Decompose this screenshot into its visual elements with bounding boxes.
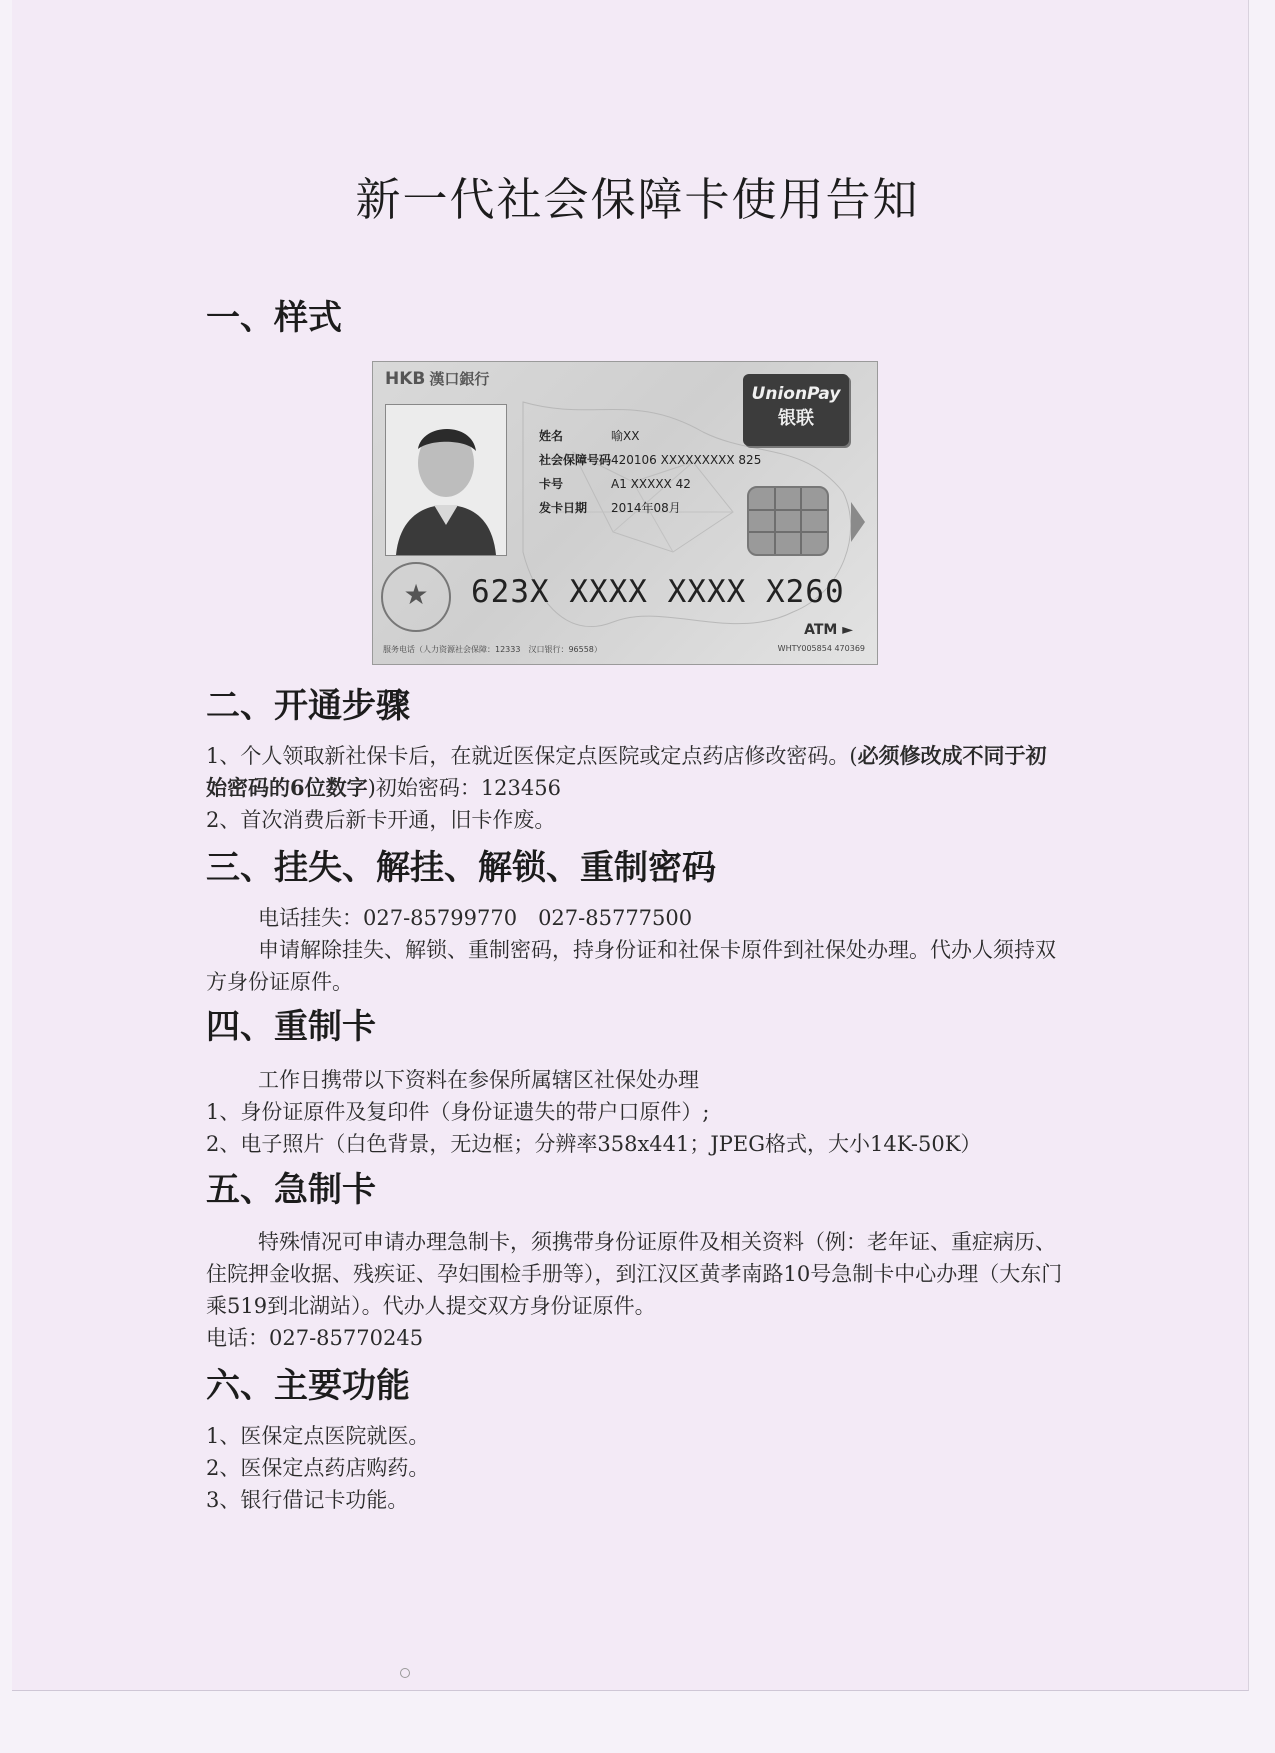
section-activation-heading: 二、开通步骤	[206, 686, 410, 726]
cardholder-photo	[385, 404, 507, 556]
chip-icon	[747, 486, 829, 556]
atm-label: ATM ►	[804, 622, 853, 638]
social-security-card-image	[372, 361, 878, 665]
report-loss-phone: 电话挂失：027-85799770 027-85777500	[258, 906, 693, 930]
seal-stamp: ★	[381, 562, 451, 632]
service-phone-text: 服务电话（人力资源社会保障：12333 汉口银行：96558）	[383, 645, 602, 654]
card-field-ssn: 社会保障号码420106 XXXXXXXXX 825	[539, 453, 762, 467]
reissue-item-1: 1、身份证原件及复印件（身份证遗失的带户口原件）;	[206, 1100, 710, 1124]
scan-mark	[400, 1668, 410, 1678]
bank-logo	[385, 368, 489, 389]
urgent-text: 特殊情况可申请办理急制卡，须携带身份证原件及相关资料（例：老年证、重症病历、住院押金收据、残疾证、孕妇围检手册等），到江汉区黄孝南路10号急制卡中心办理（大东门乘519到北湖站）。代办人提交双方身份证原件。	[206, 1230, 1063, 1318]
section-style-heading: 一、样式	[206, 298, 342, 338]
insert-arrow-icon	[851, 502, 865, 542]
bank-name-cn: 漢口銀行	[429, 370, 490, 388]
bank-name-en: HKB	[385, 369, 426, 389]
section-functions-heading: 六、主要功能	[206, 1366, 410, 1406]
unionpay-en: UnionPay	[751, 384, 841, 404]
card-serial: WHTY005854 470369	[777, 644, 865, 653]
section-urgent-heading: 五、急制卡	[206, 1170, 376, 1210]
urgent-phone: 电话：027-85770245	[206, 1326, 424, 1350]
page-title: 新一代社会保障卡使用告知	[355, 173, 920, 226]
card-fields	[539, 424, 761, 520]
activation-step-1: 1、个人领取新社保卡后，在就近医保定点医院或定点药店修改密码。(必须修改成不同于初始密码的6位数字)初始密码：123456	[206, 743, 1047, 800]
card-field-name: 姓名 喻XX	[539, 429, 640, 443]
card-field-cardno: 卡号 A1 XXXXX 42	[539, 477, 691, 491]
unionpay-cn: 银联	[778, 408, 814, 429]
report-loss-text: 申请解除挂失、解锁、重制密码，持身份证和社保卡原件到社保处办理。代办人须持双方身份证原件。	[206, 938, 1056, 994]
card-field-date: 发卡日期 2014年08月	[539, 501, 681, 515]
activation-step-2: 2、首次消费后新卡开通，旧卡作废。	[206, 808, 556, 832]
card-number: 623X XXXX XXXX X260	[471, 574, 845, 610]
person-icon	[386, 405, 506, 555]
reissue-intro: 工作日携带以下资料在参保所属辖区社保处办理	[258, 1068, 699, 1092]
section-report-loss-heading: 三、挂失、解挂、解锁、重制密码	[206, 848, 716, 888]
function-item-3: 3、银行借记卡功能。	[206, 1488, 409, 1512]
function-item-2: 2、医保定点药店购药。	[206, 1456, 430, 1480]
reissue-item-2: 2、电子照片（白色背景，无边框；分辨率358x441；JPEG格式，大小14K-50K）	[206, 1132, 982, 1156]
function-item-1: 1、医保定点医院就医。	[206, 1424, 430, 1448]
section-reissue-heading: 四、重制卡	[206, 1007, 376, 1047]
